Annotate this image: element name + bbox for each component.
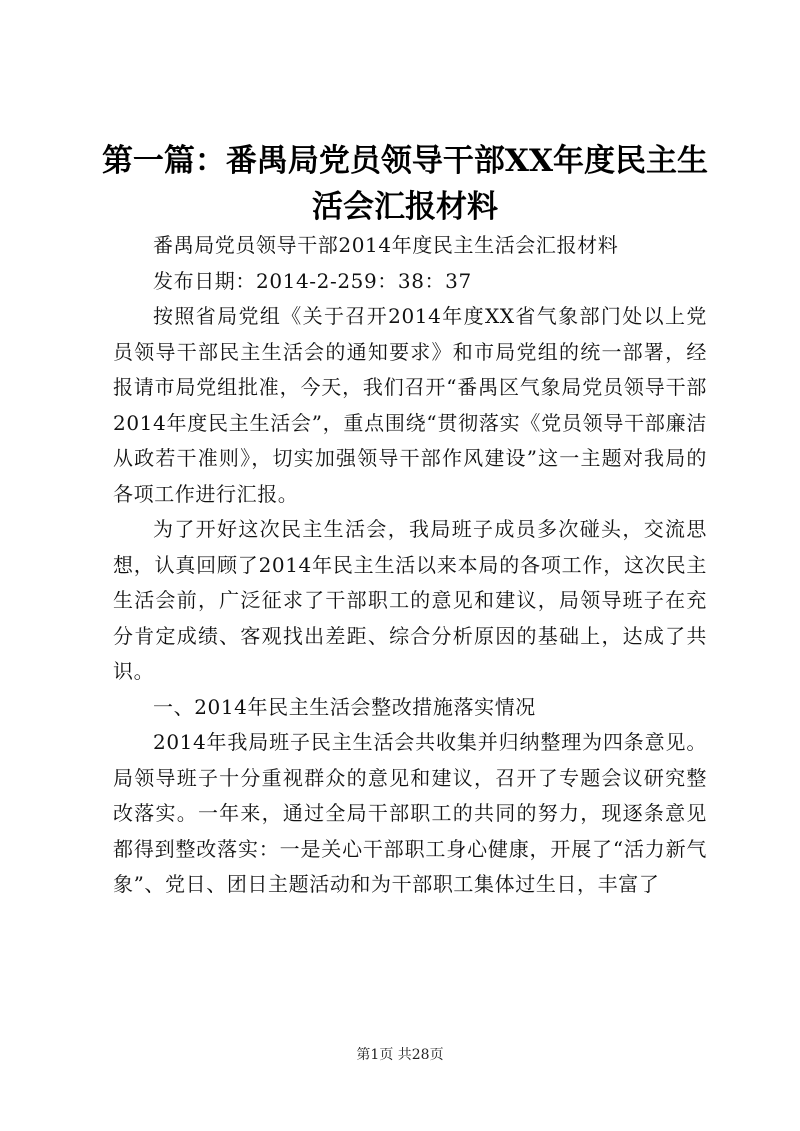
section-heading: 一、2014年民主生活会整改措施落实情况 xyxy=(153,694,536,719)
publish-date: 发布日期：2014-2-259：38：37 xyxy=(153,268,472,293)
document-body xyxy=(113,228,707,903)
body-paragraph: 为了开好这次民主生活会，我局班子成员多次碰头，交流思想，认真回顾了2014年民主生活以来本局的各项工作，这次民主生活会前，广泛征求了干部职工的意见和建议，局领导班子在充分肯定成绩、客观找出差距、综合分析原因的基础上，达成了共识。 xyxy=(113,517,707,683)
body-paragraph: 2014年我局班子民主生活会共收集并归纳整理为四条意见。局领导班子十分重视群众的意见和建议，召开了专题会议研究整改落实。一年来，通过全局干部职工的共同的努力，现逐条意见都得到整改落实：一是关心干部职工身心健康，开展了“活力新气象”、党日、团日主题活动和为干部职工集体过生日，丰富了 xyxy=(113,730,707,896)
page-number-footer: 第1页 共28页 xyxy=(356,1047,444,1063)
document-title: 第一篇：番禺局党员领导干部XX年度民主生活会汇报材料 xyxy=(101,143,709,225)
subtitle-paragraph: 番禺局党员领导干部2014年度民主生活会汇报材料 xyxy=(153,233,619,257)
body-paragraph: 按照省局党组《关于召开2014年度XX省气象部门处以上党员领导干部民主生活会的通知要求》和市局党组的统一部署，经报请市局党组批准，今天，我们召开“番禺区气象局党员领导干部2014年度民主生活会”，重点围绕“贯彻落实《党员领导干部廉洁从政若干准则》，切实加强领导干部作风建设”这一主题对我局的各项工作进行汇报。 xyxy=(113,304,707,506)
